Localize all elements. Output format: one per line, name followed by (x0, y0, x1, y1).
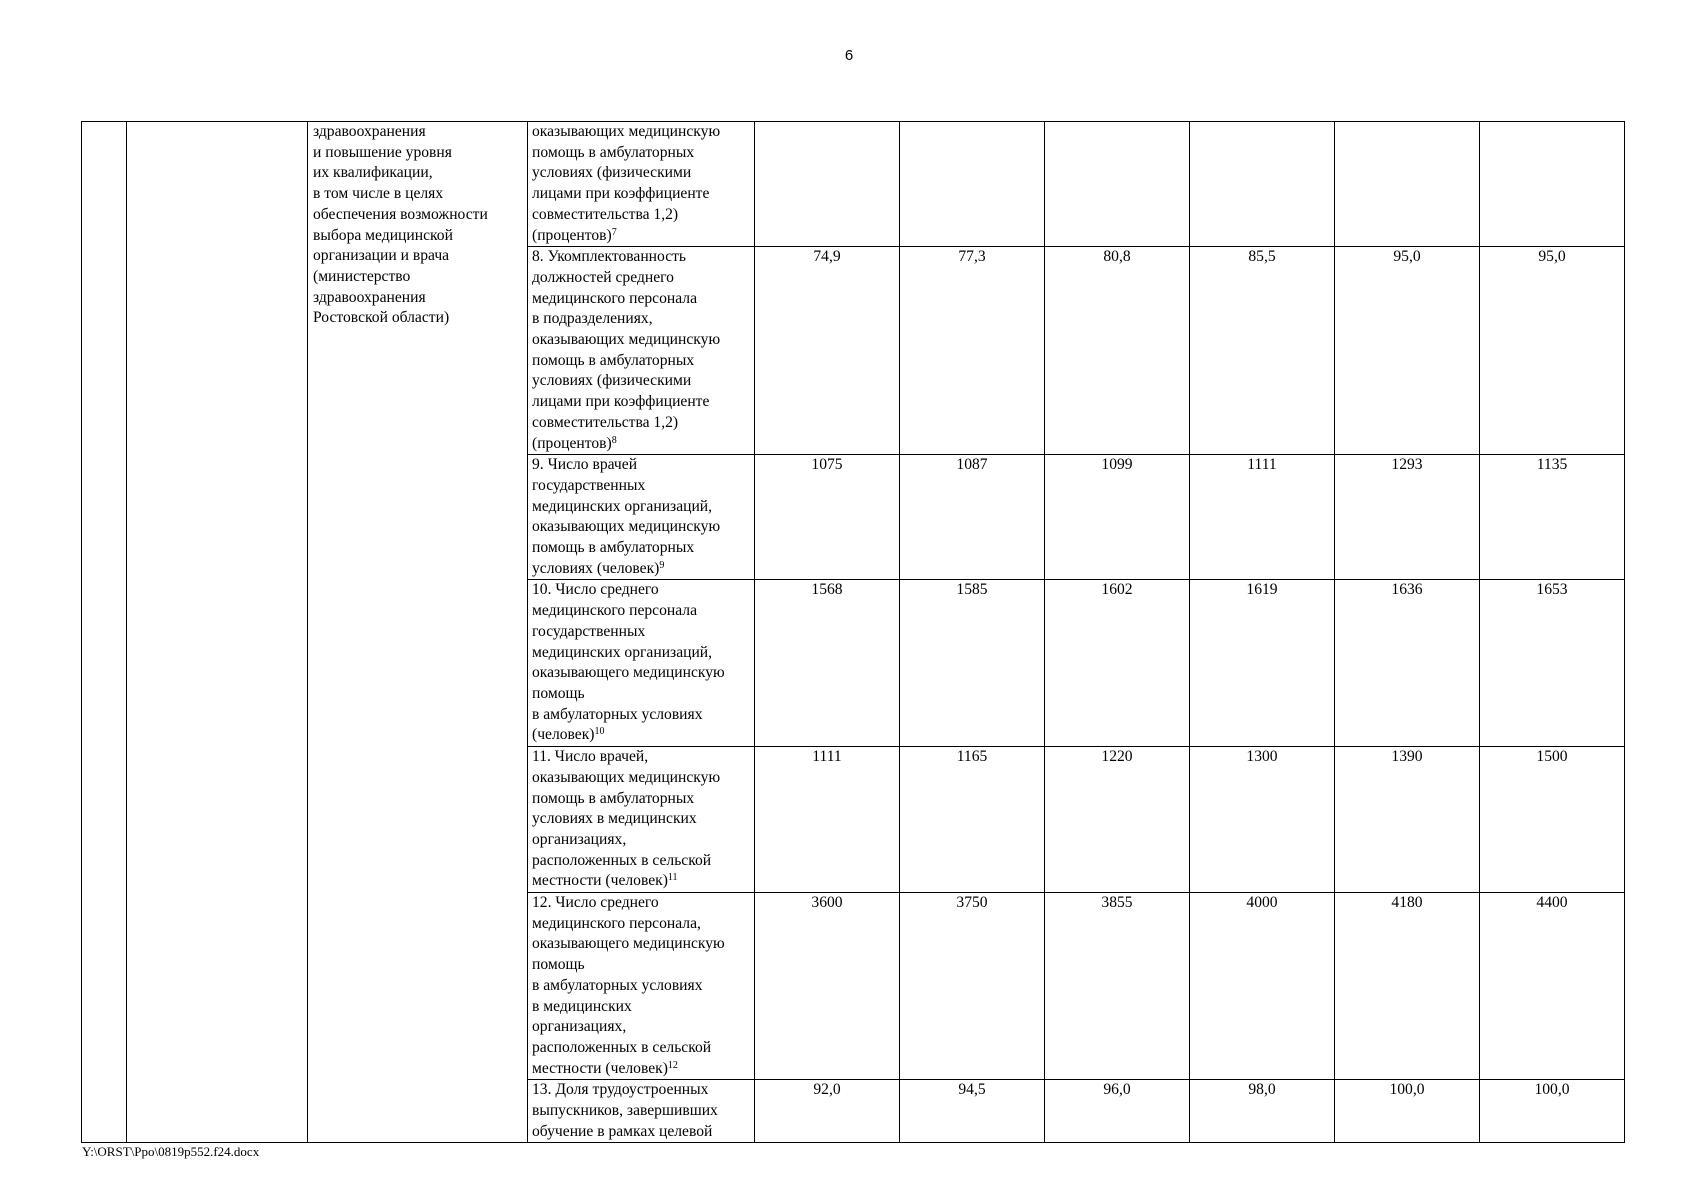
indicator-name-line: местности (человек)$^{12}$ (532, 1059, 678, 1077)
value-cell: 94,5 (900, 1080, 1045, 1143)
value-cell: 1099 (1045, 455, 1190, 580)
value-cell: 1111 (1190, 455, 1335, 580)
page-number: 6 (844, 47, 854, 64)
indicator-name-line: помощь (532, 956, 585, 974)
indicator-name-line: 12. Число среднего (532, 894, 659, 912)
indicator-name-line: оказывающих медицинскую (532, 768, 721, 786)
value-cell: 3855 (1045, 893, 1190, 1080)
value-cell: 3750 (900, 893, 1045, 1080)
indicator-name-line: условиях (человек)$^9$ (532, 559, 665, 577)
indicator-name-line: организациях, (532, 830, 627, 848)
value-cell: 1111 (755, 747, 900, 893)
footnote-marker: 12 (667, 1059, 678, 1071)
indicator-name-line: помощь (532, 684, 585, 702)
indicator-name-line: 8. Укомплектованность (532, 248, 687, 266)
value-cell: 80,8 (1045, 247, 1190, 455)
value-cell: 1087 (900, 455, 1045, 580)
goal-line: обеспечения возможности (313, 205, 488, 223)
value-cell: 1135 (1480, 455, 1625, 580)
footnote-marker: 8 (611, 434, 617, 446)
value-cell (1190, 122, 1335, 247)
indicator-name-line: государственных (532, 622, 646, 640)
value-cell: 1568 (755, 580, 900, 747)
value-cell: 4180 (1335, 893, 1480, 1080)
value-cell: 1300 (1190, 747, 1335, 893)
indicator-name-line: лицами при коэффициенте (532, 185, 710, 203)
indicator-name-cell (528, 893, 755, 1080)
indicator-name-cell (528, 1080, 755, 1143)
indicator-name-line: помощь в амбулаторных (532, 539, 695, 557)
goal-line: организации и врача (313, 247, 450, 265)
value-cell: 1500 (1480, 747, 1625, 893)
indicator-name-line: местности (человек)$^{11}$ (532, 872, 678, 890)
goal-cell (308, 122, 528, 1143)
indicator-name-cell (528, 580, 755, 747)
indicator-name-line: медицинского персонала, (532, 914, 701, 932)
indicator-name-line: организациях, (532, 1018, 627, 1036)
indicator-name-line: совместительства 1,2) (532, 205, 679, 223)
indicator-name-line: выпускников, завершивших (532, 1102, 718, 1120)
value-cell: 1220 (1045, 747, 1190, 893)
indicator-name-line: (процентов)$^7$ (532, 226, 617, 244)
indicator-name-line: оказывающего медицинскую (532, 935, 725, 953)
value-cell: 1653 (1480, 580, 1625, 747)
value-cell: 100,0 (1335, 1080, 1480, 1143)
value-cell: 1602 (1045, 580, 1190, 747)
value-cell: 1075 (755, 455, 900, 580)
value-cell: 98,0 (1190, 1080, 1335, 1143)
goal-line: Ростовской области) (313, 309, 450, 327)
indicator-name-line: оказывающих медицинскую (532, 123, 721, 140)
indicator-name-line: должностей среднего (532, 268, 674, 286)
value-cell: 1619 (1190, 580, 1335, 747)
value-cell: 3600 (755, 893, 900, 1080)
value-cell: 85,5 (1190, 247, 1335, 455)
value-cell: 95,0 (1335, 247, 1480, 455)
value-cell: 4000 (1190, 893, 1335, 1080)
value-cell (900, 122, 1045, 247)
indicator-name-line: медицинских организаций, (532, 643, 713, 661)
value-cell: 95,0 (1480, 247, 1625, 455)
indicator-name-line: 11. Число врачей, (532, 748, 649, 766)
indicator-name-cell (528, 455, 755, 580)
value-cell: 1390 (1335, 747, 1480, 893)
indicator-name-line: условиях (физическими (532, 164, 692, 182)
goal-line: и повышение уровня (313, 143, 452, 161)
indicator-name-line: государственных (532, 476, 646, 494)
value-cell: 1293 (1335, 455, 1480, 580)
value-cell: 1165 (900, 747, 1045, 893)
goal-line: выбора медицинской (313, 226, 453, 244)
indicator-name-line: условиях (физическими (532, 372, 692, 390)
indicator-name-line: оказывающих медицинскую (532, 331, 721, 349)
goal-line: (министерство (313, 267, 411, 285)
indicator-name-cell (528, 122, 755, 247)
indicator-name-line: расположенных в сельской (532, 851, 712, 869)
value-cell: 92,0 (755, 1080, 900, 1143)
goal-line: их квалификации, (313, 164, 433, 182)
indicator-name-line: (человек)$^{10}$ (532, 726, 605, 744)
indicator-name-line: в амбулаторных условиях (532, 976, 703, 994)
indicator-name-line: условиях в медицинских (532, 810, 697, 828)
footnote-marker: 9 (659, 559, 665, 571)
footnote-marker: 11 (667, 872, 678, 884)
indicator-name-line: помощь в амбулаторных (532, 789, 695, 807)
indicator-name-line: помощь в амбулаторных (532, 351, 695, 369)
value-cell: 4400 (1480, 893, 1625, 1080)
value-cell (755, 122, 900, 247)
value-cell: 100,0 (1480, 1080, 1625, 1143)
indicators-table (81, 121, 1625, 1143)
value-cell: 96,0 (1045, 1080, 1190, 1143)
indicator-name-line: 9. Число врачей (532, 456, 638, 474)
value-cell (1045, 122, 1190, 247)
indicator-name-cell (528, 747, 755, 893)
indicator-name-cell (528, 247, 755, 455)
indicator-name-line: обучение в рамках целевой (532, 1122, 713, 1140)
indicator-name-line: совместительства 1,2) (532, 413, 679, 431)
value-cell (1480, 122, 1625, 247)
number-cell (82, 122, 127, 1143)
value-cell: 1585 (900, 580, 1045, 747)
value-cell: 74,9 (755, 247, 900, 455)
goal-line: здравоохранения (313, 123, 426, 140)
indicator-name-line: медицинского персонала (532, 602, 697, 620)
indicator-name-line: оказывающего медицинскую (532, 664, 725, 682)
table-row (82, 122, 1625, 247)
indicator-name-line: расположенных в сельской (532, 1038, 712, 1056)
value-cell: 1636 (1335, 580, 1480, 747)
value-cell: 77,3 (900, 247, 1045, 455)
indicator-name-line: (процентов)$^8$ (532, 434, 617, 452)
indicator-name-line: 13. Доля трудоустроенных (532, 1081, 709, 1099)
goal-line: здравоохранения (313, 288, 426, 306)
goal-line: в том числе в целях (313, 185, 444, 203)
indicator-name-line: лицами при коэффициенте (532, 393, 710, 411)
indicator-name-line: помощь в амбулаторных (532, 143, 695, 161)
indicator-name-line: в медицинских (532, 997, 632, 1015)
footnote-marker: 10 (594, 726, 605, 738)
file-path-footer: Y:\ORST\Ppo\0819p552.f24.docx (82, 1144, 260, 1159)
footnote-marker: 7 (611, 226, 617, 238)
indicator-name-line: 10. Число среднего (532, 581, 659, 599)
value-cell (1335, 122, 1480, 247)
indicator-name-line: медицинских организаций, (532, 497, 713, 515)
indicator-name-line: в подразделениях, (532, 310, 653, 328)
section-cell (127, 122, 308, 1143)
indicator-name-line: в амбулаторных условиях (532, 705, 703, 723)
indicator-name-line: медицинского персонала (532, 289, 697, 307)
indicator-name-line: оказывающих медицинскую (532, 518, 721, 536)
